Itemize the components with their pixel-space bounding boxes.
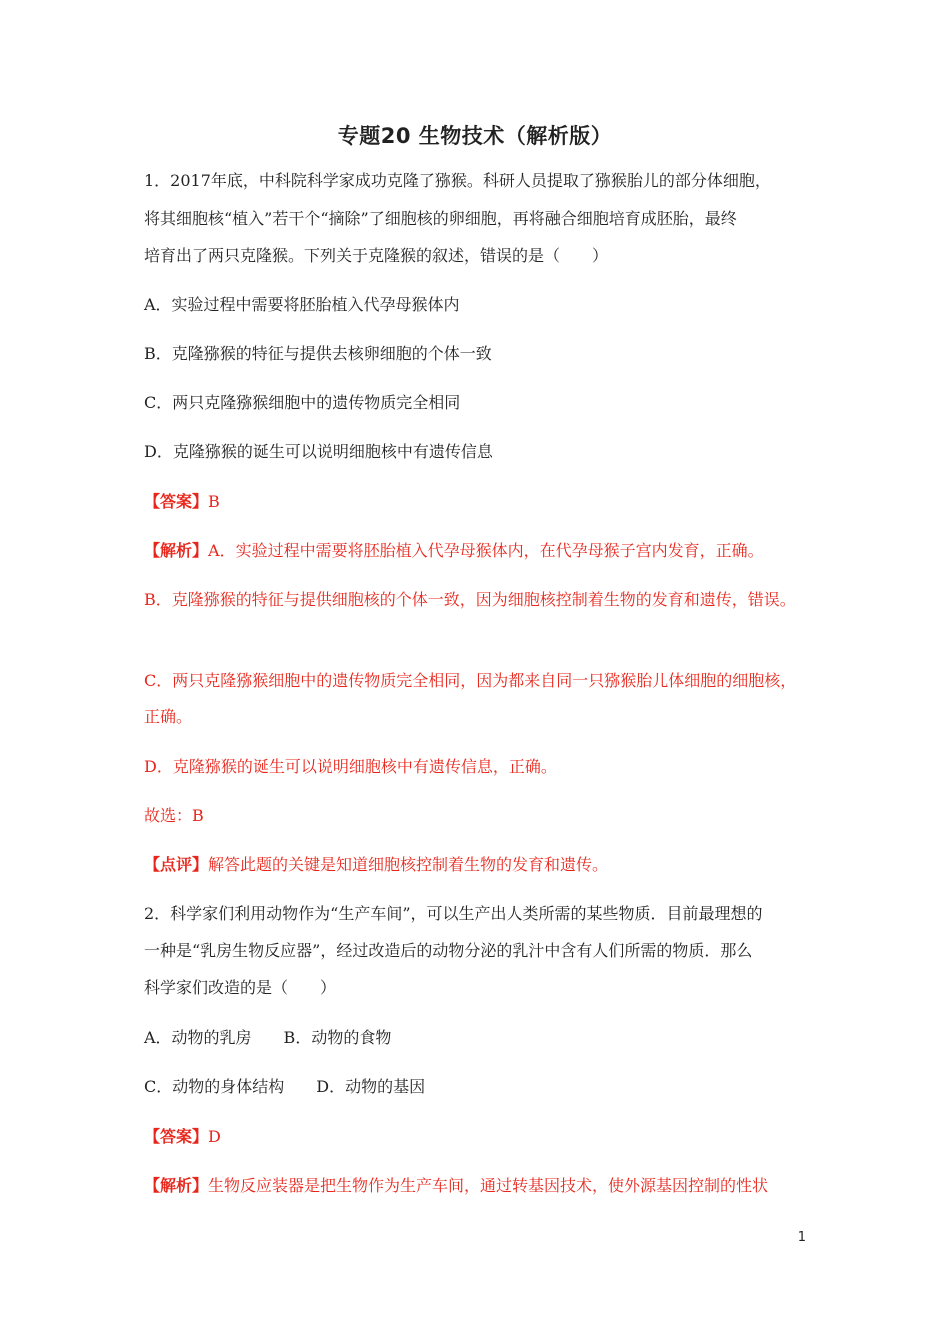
q2-analysis-line-1 [144,1175,768,1197]
q1-analysis-line-3: C．两只克隆猕猴细胞中的遗传物质完全相同，因为都来自同一只猕猴胎儿体细胞的细胞核， [144,671,797,690]
q1-answer-tag: 【答案】 [144,492,209,511]
q2-answer [144,1126,221,1148]
q2-answer-tag: 【答案】 [144,1127,209,1146]
q1-comment-tag: 【点评】 [144,855,209,874]
q2-options-row-2: C．动物的身体结构 D．动物的基因 [144,1077,426,1096]
q2-stem-line-2: 一种是“乳房生物反应器”，经过改造后的动物分泌的乳汁中含有人们所需的物质．那么 [144,941,753,960]
q1-analysis-line-6: 故选：B [144,806,204,825]
q1-analysis-text-a: A．实验过程中需要将胚胎植入代孕母猴体内，在代孕母猴子宫内发育，正确。 [208,541,764,560]
q1-analysis-tag: 【解析】 [144,541,209,560]
q1-stem-line-1: 1．2017年底，中科院科学家成功克隆了猕猴。科研人员提取了猕猴胎儿的部分体细胞， [144,171,771,190]
q1-stem-line-3: 培育出了两只克隆猴。下列关于克隆猴的叙述，错误的是（ ） [144,246,609,265]
q1-answer [144,491,220,513]
q1-comment-text: 解答此题的关键是知道细胞核控制着生物的发育和遗传。 [208,855,609,874]
q1-analysis-line-4: 正确。 [144,707,193,726]
q2-analysis-text: 生物反应装器是把生物作为生产车间，通过转基因技术，使外源基因控制的性状 [208,1176,769,1195]
q2-options-row-1: A．动物的乳房 B．动物的食物 [144,1028,392,1047]
q2-stem-line-3: 科学家们改造的是（ ） [144,978,337,997]
q2-stem-line-1: 2．科学家们利用动物作为“生产车间”，可以生产出人类所需的某些物质．目前最理想的 [144,904,763,923]
q1-option-a: A．实验过程中需要将胚胎植入代孕母猴体内 [144,295,460,314]
q2-answer-value: D [208,1127,221,1146]
q1-comment [144,854,608,876]
q1-analysis-line-1 [144,540,764,562]
q1-option-c: C．两只克隆猕猴细胞中的遗传物质完全相同 [144,393,461,412]
q1-option-d: D．克隆猕猴的诞生可以说明细胞核中有遗传信息 [144,442,493,461]
page-title: 专题20 生物技术（解析版） [337,124,613,148]
q2-analysis-tag: 【解析】 [144,1176,209,1195]
q1-stem-line-2: 将其细胞核“植入”若干个“摘除”了细胞核的卵细胞，再将融合细胞培育成胚胎，最终 [144,209,737,228]
page-number: 1 [797,1230,806,1245]
q1-option-b: B．克隆猕猴的特征与提供去核卵细胞的个体一致 [144,344,492,363]
q1-analysis-line-2: B．克隆猕猴的特征与提供细胞核的个体一致，因为细胞核控制着生物的发育和遗传，错误。 [144,590,796,609]
q1-analysis-line-5: D．克隆猕猴的诞生可以说明细胞核中有遗传信息，正确。 [144,757,557,776]
q1-answer-value: B [208,492,220,511]
